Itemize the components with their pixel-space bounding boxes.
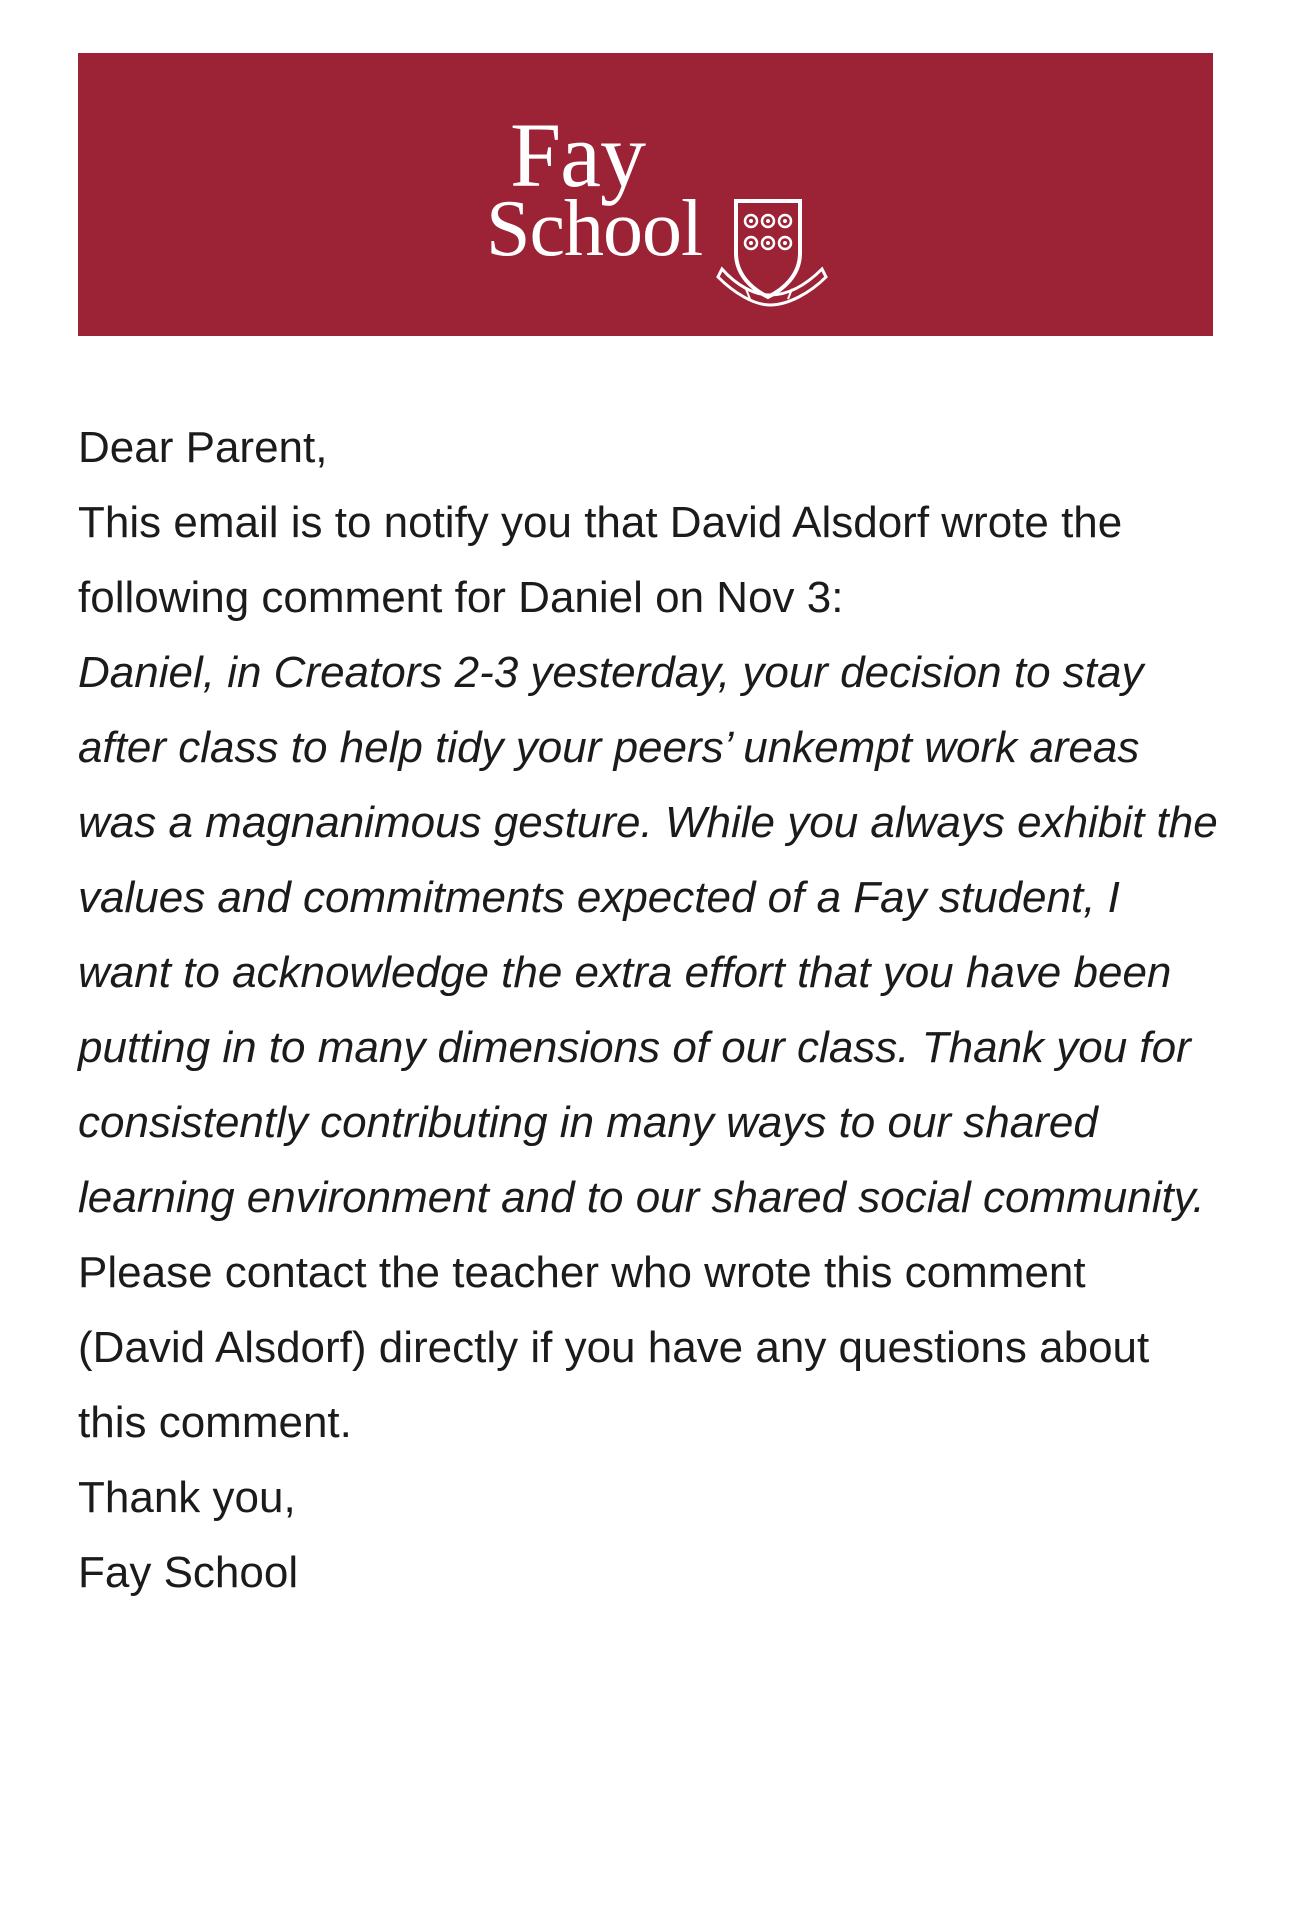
closing-text: Thank you, (78, 1473, 296, 1522)
email-body (78, 410, 1218, 1610)
header-banner (78, 53, 1213, 336)
school-crest-icon (716, 195, 828, 325)
fay-school-logo (486, 104, 826, 281)
logo-wordmark (486, 104, 716, 281)
notification-text: This email is to notify you that David Alsdorf wrote the following comment for Daniel on Nov 3: (78, 498, 1123, 622)
contact-note: Please contact the teacher who wrote this comment (David Alsdorf) directly if you have any questions about this comment. (78, 1248, 1150, 1447)
logo-word-school: School (486, 185, 703, 273)
signoff (78, 1460, 1218, 1610)
logo-word-fay: Fay (510, 104, 645, 206)
signature: Fay School (78, 1548, 299, 1597)
teacher-comment: Daniel, in Creators 2-3 yesterday, your decision to stay after class to help tidy your peers’ unkempt work areas was a magnanimous gesture. While you always exhibit the values and commitments expected of a Fay student, I want to acknowledge the extra effort that you have been putting in to many dimensions of our class. Thank you for consistently contributing in many ways to our shared learning environment and to our shared social community. (78, 648, 1218, 1222)
greeting: Dear Parent, (78, 423, 328, 472)
